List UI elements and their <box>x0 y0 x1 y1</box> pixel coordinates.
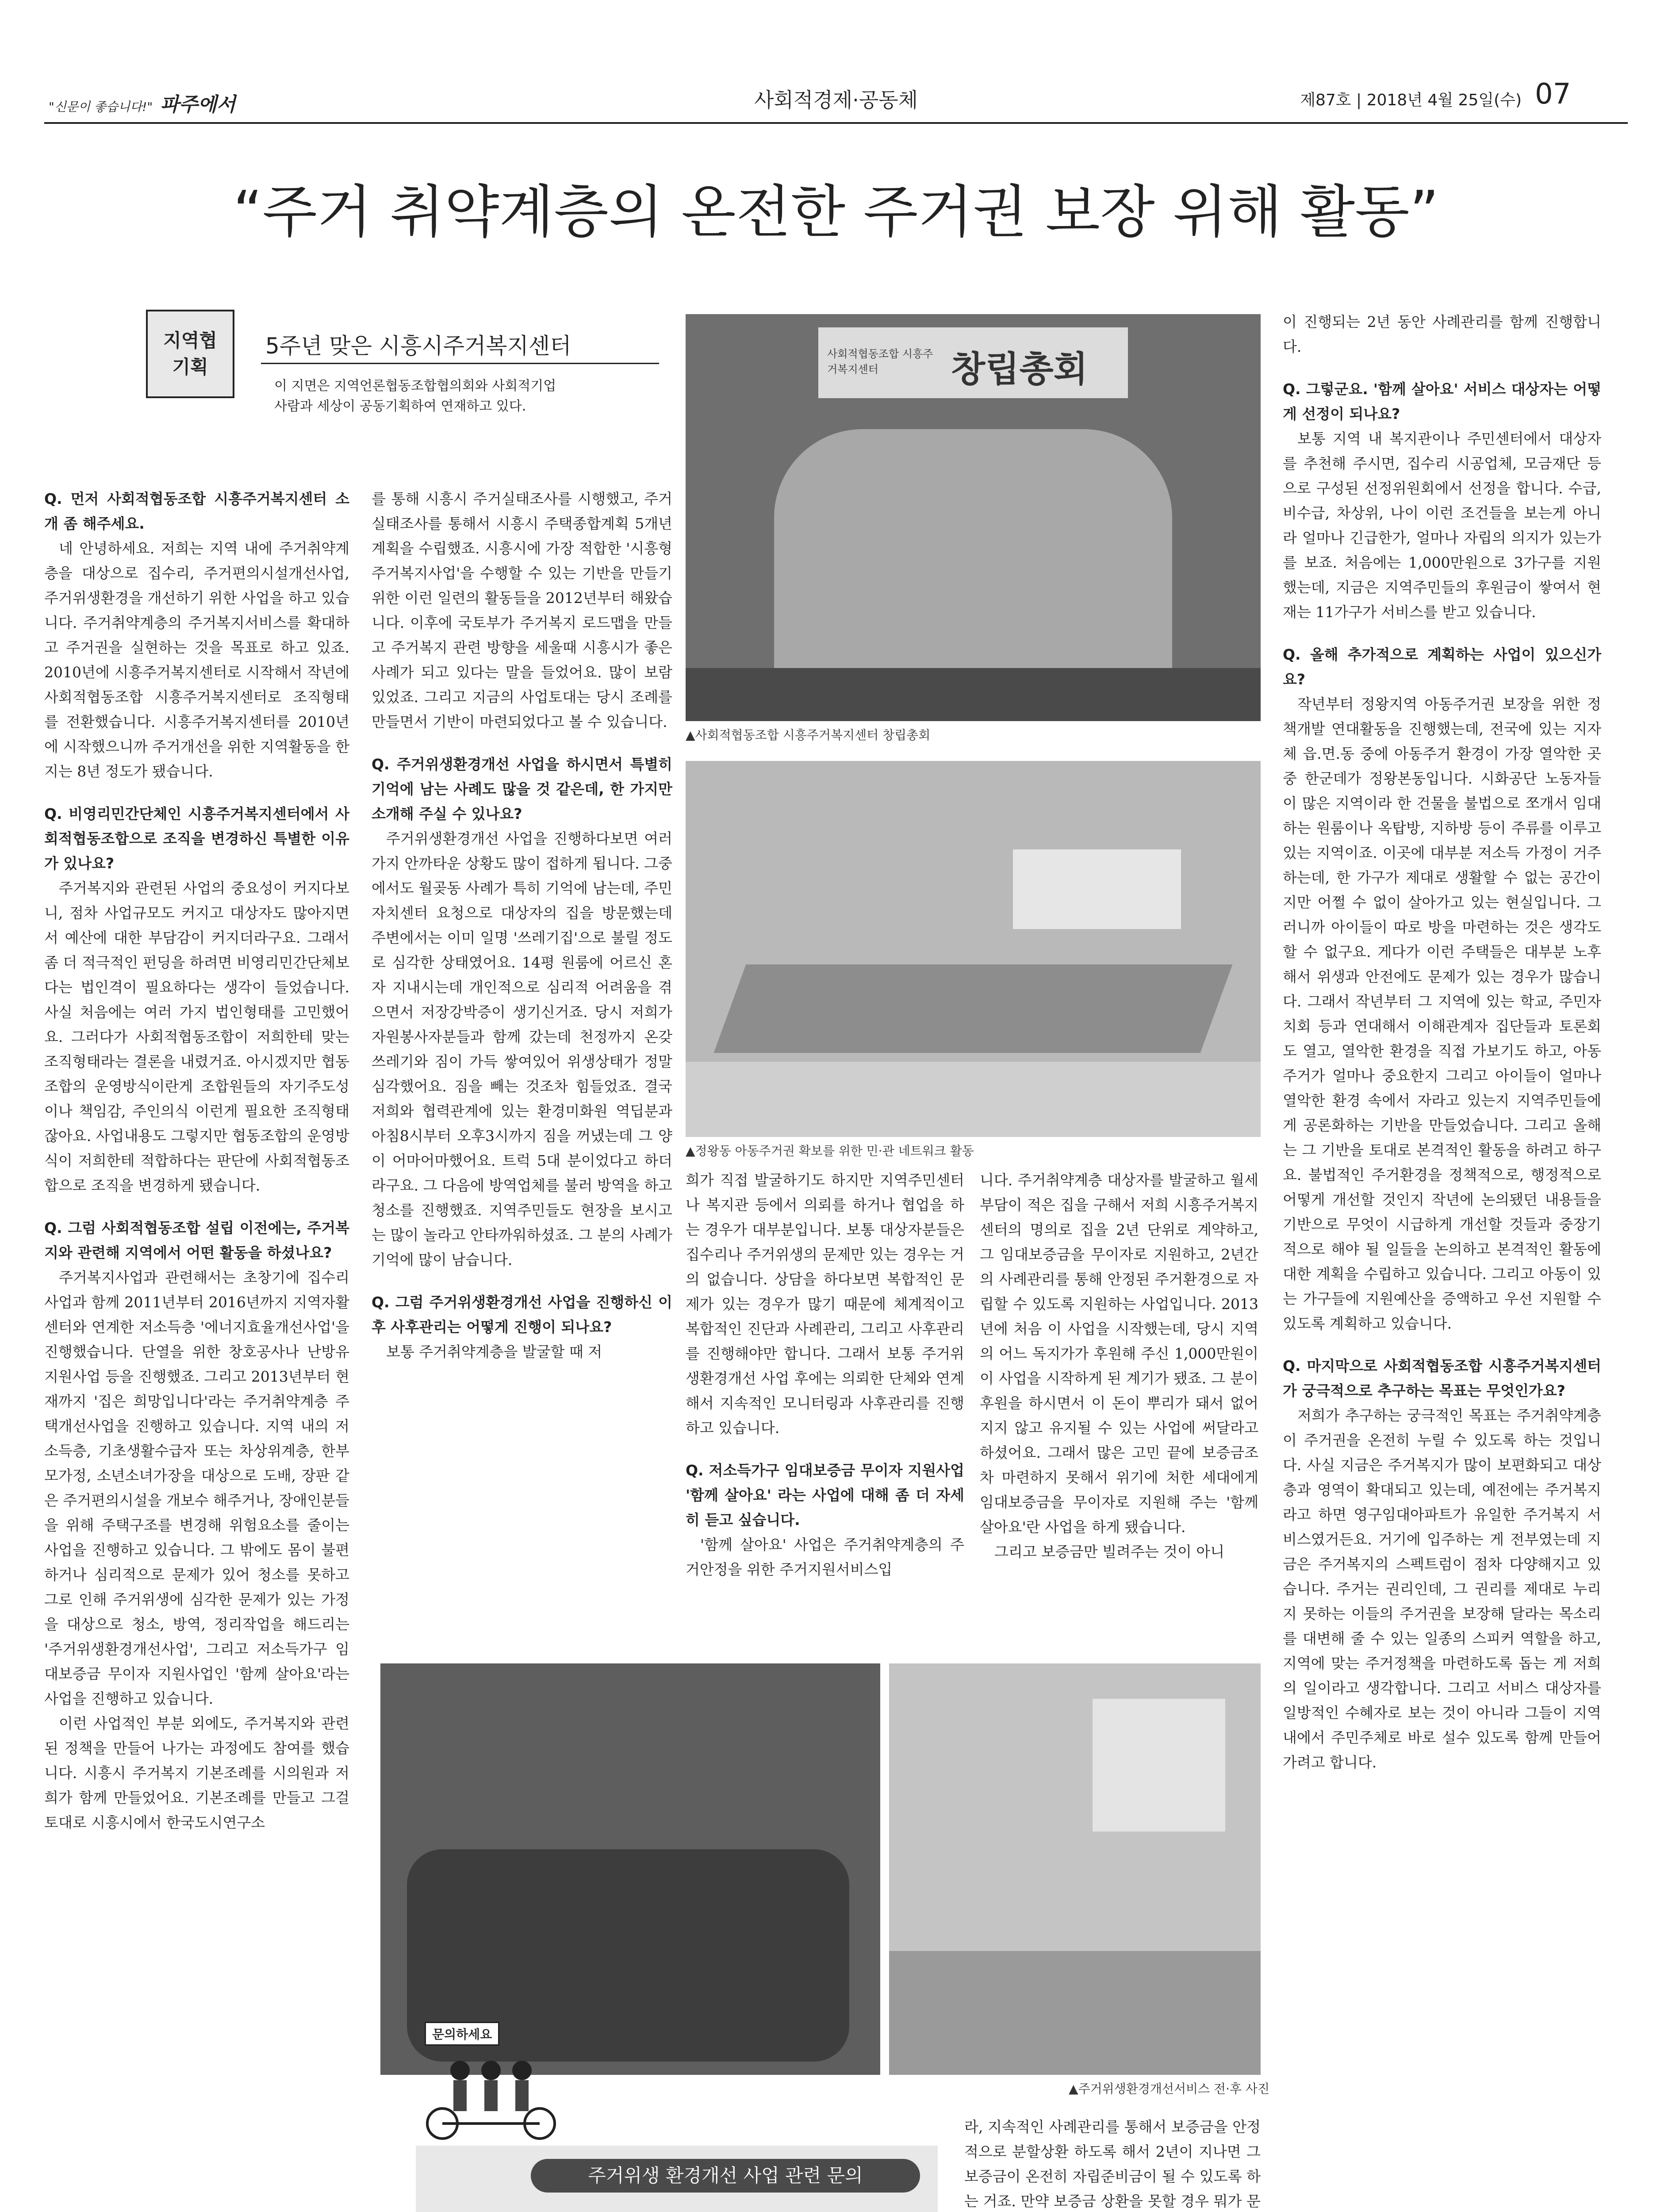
question: Q. 먼저 사회적협동조합 시흥주거복지센터 소개 좀 해주세요. <box>44 490 349 532</box>
contact-manager <box>429 2208 924 2212</box>
column-1 <box>44 487 349 2212</box>
question: Q. 비영리민간단체인 시흥주거복지센터에서 사회적협동조합으로 조직을 변경하신 특별한 이유가 있나요? <box>44 805 349 872</box>
paragraph-continued: 라, 지속적인 사례관리를 통해서 보증금을 안정적으로 분할상환 하도록 해서 2년이 지나면 그 보증금이 온전히 자립준비금이 될 수 있도록 하는 거죠. 만약 보증금 상환을 못할 경우 뭐가 문 <box>964 2118 1261 2210</box>
badge-line-2: 기획 <box>172 356 208 378</box>
column-5 <box>1283 310 1601 2212</box>
slogan: "신문이 좋습니다!" <box>49 100 153 114</box>
page-number: 07 <box>1535 78 1571 111</box>
feature-title: 5주년 맞은 시흥시주거복지센터 <box>265 333 571 359</box>
question: Q. 그럼 사회적협동조합 설립 이전에는, 주거복지와 관련해 지역에서 어떤 활동을 하셨나요? <box>44 1219 349 1261</box>
tandem-bicycle-icon <box>420 2053 562 2141</box>
banner <box>818 327 1128 398</box>
answer-paragraph: 저희가 추구하는 궁극적인 목표는 주거취약계층이 주거권을 온전히 누릴 수 있도록 하는 것입니다. 사실 지금은 주거복지가 많이 보편화되고 대상층과 영역이 확대되고 있는데, 예전에는 주거복지라고 하면 영구임대아파트가 유일한 주거복지 서비스였거든요. 거기에 입주하는 게 전부였는데 지금은 주거복지의 스펙트럼이 점차 다양해지고 있습니다. 주거는 권리인데, 그 권리를 제대로 누리지 못하는 이들의 주거권을 보장해 달라는 목소리를 대변해 줄 수 있는 일종의 스피커 역할을 하고, 지역에 맞는 주거정책을 마련하도록 돕는 게 저희의 일이라고 생각합니다. 그리고 서비스 대상자를 일방적인 수혜자로 보는 것이 아니라 그들이 지역 내에서 주민주체로 바로 설수 있도록 함께 만들어 가려고 합니다. <box>1283 1407 1601 1771</box>
caption-founding-ceremony: ▲사회적협동조합 시흥주거복지센터 창립총회 <box>686 728 931 742</box>
answer-paragraph: 보통 지역 내 복지관이나 주민센터에서 대상자를 추천해 주시면, 집수리 시공업체, 모금재단 등으로 구성된 선정위원회에서 선정을 합니다. 수급, 비수급, 차상위, 나이 이런 조건들을 보는게 아니라 얼마나 긴급한가, 얼마나 자립의 의지가 있는가를 보죠. 처음에는 1,000만원으로 3가구를 지원했는데, 지금은 지역주민들의 후원금이 쌓여서 현재는 11가구가 서비스를 받고 있습니다. <box>1283 430 1601 621</box>
after-window <box>1093 1699 1225 1832</box>
photo-founding-ceremony <box>686 314 1261 721</box>
contact-box <box>416 2146 938 2212</box>
question: Q. 주거위생환경개선 사업을 하시면서 특별히 기억에 남는 사례도 많을 것 같은데, 한 가지만 소개해 주실 수 있나요? <box>372 756 672 822</box>
paragraph-continued: 니다. 주거취약계층 대상자를 발굴하고 월세 부담이 적은 집을 구해서 저희 시흥주거복지센터의 명의로 집을 2년 단위로 계약하고, 그 임대보증금을 무이자로 지원하고, 2년간의 사례관리를 통해 안정된 주거환경으로 자립할 수 있도록 지원하는 사업입니다. 2013년에 처음 이 사업을 시작했는데, 당시 지역의 어느 독지가가 후원해 주신 1,000만원이 이 사업을 시작하게 된 계기가 됐죠. 그 분이 후원을 하시면서 이 돈이 뿌리가 돼서 없어지지 않고 유지될 수 있는 사업에 써달라고 하셨어요. 그래서 많은 고민 끝에 보증금조차 마련하지 못해서 위기에 처한 세대에게 임대보증금을 무이자로 지원해 주는 '함께 살아요'란 사업을 하게 됐습니다. <box>980 1171 1258 1536</box>
photo-before <box>380 1663 880 2075</box>
banner-small-text: 사회적협동조합 시흥주거복지센터 <box>827 348 933 376</box>
headline: “주거 취약계층의 온전한 주거권 보장 위해 활동” <box>233 179 1439 245</box>
badge-line-1: 지역협 <box>163 330 217 351</box>
meeting-banner <box>1013 849 1181 929</box>
masthead <box>49 88 279 119</box>
question: Q. 마지막으로 사회적협동조합 시흥주거복지센터가 궁극적으로 추구하는 목표는 무엇인가요? <box>1283 1357 1601 1399</box>
section-title: 사회적경제·공동체 <box>754 88 918 112</box>
paragraph-continued: 를 통해 시흥시 주거실태조사를 시행했고, 주거실태조사를 통해서 시흥시 주택종합계획 5개년 계획을 수립했죠. 시흥시에 가장 적합한 '시흥형 주거복지사업'을 수행할 수 있는 기반을 만들기 위한 이런 일련의 활동들을 2012년부터 해왔습니다. 이후에 국토부가 주거복지 로드맵을 만들고 주거복지 관련 방향을 세울때 시흥시가 좋은 사례가 되고 있다는 말을 들었어요. 많이 보람 있었죠. 그리고 지금의 사업토대는 당시 조례를 만들면서 기반이 마련되었다고 볼 수 있습니다. <box>372 490 672 730</box>
floor-tiles <box>686 1062 1261 1137</box>
answer-paragraph: '함께 살아요' 사업은 주거취약계층의 주거안정을 위한 주거지원서비스입 <box>686 1536 964 1578</box>
caption-before-after: ▲주거위생환경개선서비스 전·후 사진 <box>1069 2081 1269 2096</box>
contact-illustration <box>411 2017 571 2146</box>
answer-paragraph: 네 안녕하세요. 저희는 지역 내에 주거취약계층을 대상으로 집수리, 주거편의시설개선사업, 주거위생환경을 개선하기 위한 사업을 하고 있습니다. 주거취약계층의 주거복지서비스를 확대하고 주거권을 실현하는 것을 목표로 하고 있죠. 2010년에 시흥주거복지센터로 시작해서 작년에 사회적협동조합 시흥주거복지센터로 조직형태를 전환했습니다. 시흥주거복지센터를 2010년에 시작했으니까 주거개선을 위한 지역활동을 한 지는 8년 정도가 됐습니다. <box>44 540 350 780</box>
answer-paragraph: 그리고 보증금만 빌려주는 것이 아니 <box>994 1543 1225 1560</box>
feature-badge <box>146 310 234 398</box>
feature-desc-line-2: 사람과 세상이 공동기획하여 연재하고 있다. <box>274 399 526 414</box>
column-3 <box>686 1168 964 1655</box>
feature-desc-line-1: 이 지면은 지역언론협동조합협의회와 사회적기업 <box>274 378 556 394</box>
column-4-lower <box>964 2115 1261 2212</box>
question: Q. 그럼 주거위생환경개선 사업을 진행하신 이후 사후관리는 어떻게 진행이 되나요? <box>372 1294 672 1336</box>
issue-date: 제87호 | 2018년 4월 25일(수) <box>1300 91 1522 109</box>
after-floor <box>889 1951 1261 2075</box>
meeting-table <box>714 964 1233 1053</box>
caption-network-meeting: ▲정왕동 아동주거권 확보를 위한 민·관 네트워크 활동 <box>686 1144 974 1158</box>
question: Q. 올해 추가적으로 계획하는 사업이 있으신가요? <box>1283 646 1601 688</box>
paragraph-continued: 이 진행되는 2년 동안 사례관리를 함께 진행합니다. <box>1283 313 1601 355</box>
contact-lines <box>429 2208 924 2212</box>
brand-logo: 파주에서 <box>160 93 236 116</box>
banner-title: 창립총회 <box>951 349 1088 390</box>
feature-rule <box>261 363 659 364</box>
question: Q. 그렇군요. '함께 살아요' 서비스 대상자는 어떻게 선정이 되나요? <box>1283 380 1601 422</box>
photo-after <box>889 1663 1261 2075</box>
answer-paragraph: 주거복지와 관련된 사업의 중요성이 커지다보니, 점차 사업규모도 커지고 대상자도 많아지면서 예산에 대한 부담감이 커지더라구요. 그래서 좀 더 적극적인 펀딩을 하려면 비영리민간단체보다는 법인격이 필요하다는 생각이 들었습니다. 사실 처음에는 여러 가지 법인형태를 고민했어요. 그러다가 사회적협동조합이 저희한테 맞는 조직형태라는 결론을 내렸거죠. 아시겠지만 협동조합의 운영방식이란게 조합원들의 자기주도성이나 책임감, 주인의식 이런게 필요한 조직형태잖아요. 사업내용도 그렇지만 협동조합의 운영방식이 저희한테 적합하다는 판단에 사회적협동조합으로 조직을 변경하게 됐습니다. <box>44 879 350 1194</box>
answer-paragraph: 주거위생환경개선 사업을 진행하다보면 여러 가지 안까타운 상황도 많이 접하게 됩니다. 그중에서도 월곶동 사례가 특히 기억에 남는데, 주민자치센터 요청으로 대상자의 집을 방문했는데 주변에서는 이미 일명 '쓰레기집'으로 불릴 정도로 심각한 상태였어요. 14평 원룸에 어르신 혼자 지내시는데 개인적으로 심리적 어려움을 겪으면서 저장강박증이 생기신거죠. 당시 저희가 자원봉사자분들과 함께 갔는데 천정까지 온갖 쓰레기와 짐이 가득 쌓여있어 위생상태가 정말 심각했어요. 짐을 빼는 것조차 힘들었죠. 결국 저희와 협력관계에 있는 환경미화원 역딥분과 아침8시부터 오후3시까지 짐을 꺼냈는데 그 양이 어마어마했어요. 트럭 5대 분이었다고 하더라구요. 그 다음에 방역업체를 불러 방역을 하고 청소를 진행했죠. 지역주민들도 현장을 보시고는 많이 놀라고 안타까워하셨죠. 그 분의 사례가 기억에 많이 남습니다. <box>372 830 672 1268</box>
column-2 <box>372 487 672 1637</box>
contact-title: 주거위생 환경개선 사업 관련 문의 <box>531 2159 920 2193</box>
group-people <box>774 429 1172 703</box>
answer-paragraph: 이런 사업적인 부분 외에도, 주거복지와 관련된 정책을 만들어 나가는 과정에도 참여를 했습니다. 시흥시 주거복지 기본조례를 시의원과 저희가 함께 만들었어요. 기본조례를 만들고 그걸 토대로 시흥시에서 한국도시연구소 <box>44 1715 349 1831</box>
answer-paragraph: 주거복지사업과 관련해서는 초창기에 집수리 사업과 함께 2011년부터 2016년까지 지역자활센터와 연계한 저소득층 '에너지효율개선사업'을 진행했습니다. 단열을 위한 창호공사나 난방유 지원사업 등을 진행했죠. 그리고 2013년부터 현재까지 '집은 희망입니다'라는 주거취약계층 주택개선사업을 진행하고 있습니다. 지역 내의 저소득층, 기초생활수급자 또는 차상위계층, 한부모가정, 소년소녀가장을 대상으로 도배, 장판 같은 주거편의시설을 개보수 해주거나, 장애인분들을 위해 주택구조를 변경해 위험요소를 줄이는 사업을 진행하고 있습니다. 그 밖에도 몸이 불편하거나 심리적으로 문제가 있어 청소를 못하고 그로 인해 주거위생에 심각한 문제가 있는 가정을 대상으로 청소, 방역, 정리작업을 해드리는 '주거위생환경개선사업', 그리고 저소득가구 임대보증금 무이자 지원사업인 '함께 살아요'라는 사업을 진행하고 있습니다. <box>44 1269 350 1707</box>
contact-tag: 문의하세요 <box>425 2022 499 2046</box>
feature-desc <box>274 376 663 417</box>
answer-paragraph: 보통 주거취약계층을 발굴할 때 저 <box>386 1343 602 1360</box>
header-rule <box>44 122 1628 124</box>
answer-paragraph: 작년부터 정왕지역 아동주거권 보장을 위한 정책개발 연대활동을 진행했는데, 전국에 있는 지자체 읍.면.동 중에 아동주거 환경이 가장 열악한 곳 중 한군데가 정왕본동입니다. 시화공단 노동자들이 많은 지역이라 한 건물을 불법으로 쪼개서 임대하는 원룸이나 옥탑방, 지하방 등이 주류를 이루고 있는 지역이죠. 이곳에 대부분 저소득 가정이 거주하는데, 한 가구가 제대로 생활할 수 없는 공간이지만 어쩔 수 없이 살아가고 있는 현실입니다. 그러니까 아이들이 따로 방을 마련하는 것은 생각도 할 수 없구요. 게다가 이런 주택들은 대부분 노후해서 위생과 안전에도 문제가 있는 경우가 많습니다. 그래서 작년부터 그 지역에 있는 학교, 주민자치회 등과 연대해서 이해관계자 집단들과 토론회도 열고, 열악한 환경을 직접 가보기도 하고, 아동주거가 얼마나 중요한지 그리고 아이들이 얼마나 열악한 환경 속에서 자라고 있는지 지역주민들에게 공론화하는 기반을 만들었습니다. 그리고 올해는 그 기반을 토대로 본격적인 활동을 하려고 하구요. 불법적인 주거환경을 정책적으로, 행정적으로 어떻게 개선할 것인지 작년에 논의됐던 내용들을 기반으로 무엇이 시급하게 개선할 것들과 중장기적으로 해야 될 일들을 논의하고 본격적인 활동에 대한 계획을 수립하고 있습니다. 그리고 아동이 있는 가구들에 지원예산을 증액하고 우선 지원할 수 있도록 계획하고 있습니다. <box>1283 695 1601 1332</box>
column-4 <box>980 1168 1258 1655</box>
photo-network-meeting <box>686 761 1261 1137</box>
floor <box>686 668 1261 721</box>
paragraph-continued: 희가 직접 발굴하기도 하지만 지역주민센터나 복지관 등에서 의뢰를 하거나 협업을 하는 경우가 대부분입니다. 보통 대상자분들은 집수리나 주거위생의 문제만 있는 경우는 거의 없습니다. 상담을 하다보면 복합적인 문제가 있는 경우가 많기 때문에 체계적이고 복합적인 진단과 사례관리, 그리고 사후관리를 진행해야만 합니다. 그래서 보통 주거위생환경개선 사업 후에는 의뢰한 단체와 연계해서 지속적인 모니터링과 사후관리를 진행하고 있습니다. <box>686 1171 964 1436</box>
question: Q. 저소득가구 임대보증금 무이자 지원사업 '함께 살아요' 라는 사업에 대해 좀 더 자세히 듣고 싶습니다. <box>686 1462 964 1528</box>
